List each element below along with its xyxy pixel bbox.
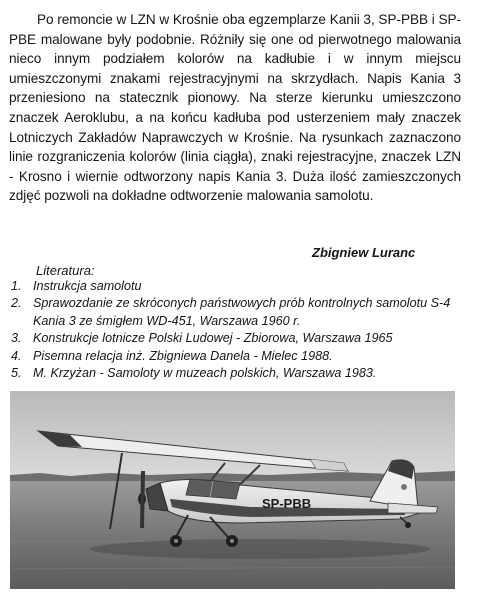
list-item [11,365,471,382]
list-item-number: 5. [11,366,22,381]
list-item [11,348,471,365]
body-paragraph: Po remoncie w LZN w Krośnie oba egzemplarze Kanii 3, SP-PBB i SP-PBE malowane były podobnie. Różniły się one od pierwotnego malowania nieco innym podziałem kolorów na kadłubie i w innym miejscu umieszczonymi znakami rejestracyjnymi na skrzydłach. Napis Kania 3 przeniesiono na statecznʲk pionowy. Na sterze kierunku umieszczono znaczek Aeroklubu, a na końcu kadłuba pod usterzeniem mały znaczek Lotniczych Zakładów Naprawczych w Krośnie. Na rysunkach zaznaczono linie rozgraniczenia kolorów (linia ciągła), znaki rejestracyjne, znaczek LZN - Krosno i wiernie odtworzony napis Kania 3. Duża ilość zamieszczonych zdjęć pozwoli na dokładne odtworzenie malowania samolotu. [9,12,461,204]
list-item-text: M. Krzyżan - Samoloty w muzeach polskich, Warszawa 1983. [33,366,377,381]
list-item [11,295,471,330]
aircraft-photo [10,391,455,589]
list-item-number: 4. [11,348,22,363]
list-item-text: Sprawozdanie ze skróconych państwowych prób kontrolnych samolotu S-4 Kania 3 ze śmigłem WD-451, Warszawa 1960 r. [33,296,451,328]
list-item-number: 3. [11,331,22,346]
literature-heading: Literatura: [36,263,95,278]
list-item [11,278,471,295]
list-item-text: Pisemna relacja inż. Zbigniewa Danela - Mielec 1988. [33,348,333,363]
list-item-number: 1. [11,279,22,293]
author-name: Zbigniew Luranc [312,245,416,260]
registration-marking: SP-PBB [262,496,312,511]
list-item-text: Instrukcja samolotu [33,279,142,293]
list-item-text: Konstrukcje lotnicze Polski Ludowej - Zbiorowa, Warszawa 1965 [33,331,393,346]
list-item-number: 2. [11,296,22,311]
aircraft-photo-image [10,391,455,589]
list-item [11,330,471,347]
literature-list [11,278,471,382]
